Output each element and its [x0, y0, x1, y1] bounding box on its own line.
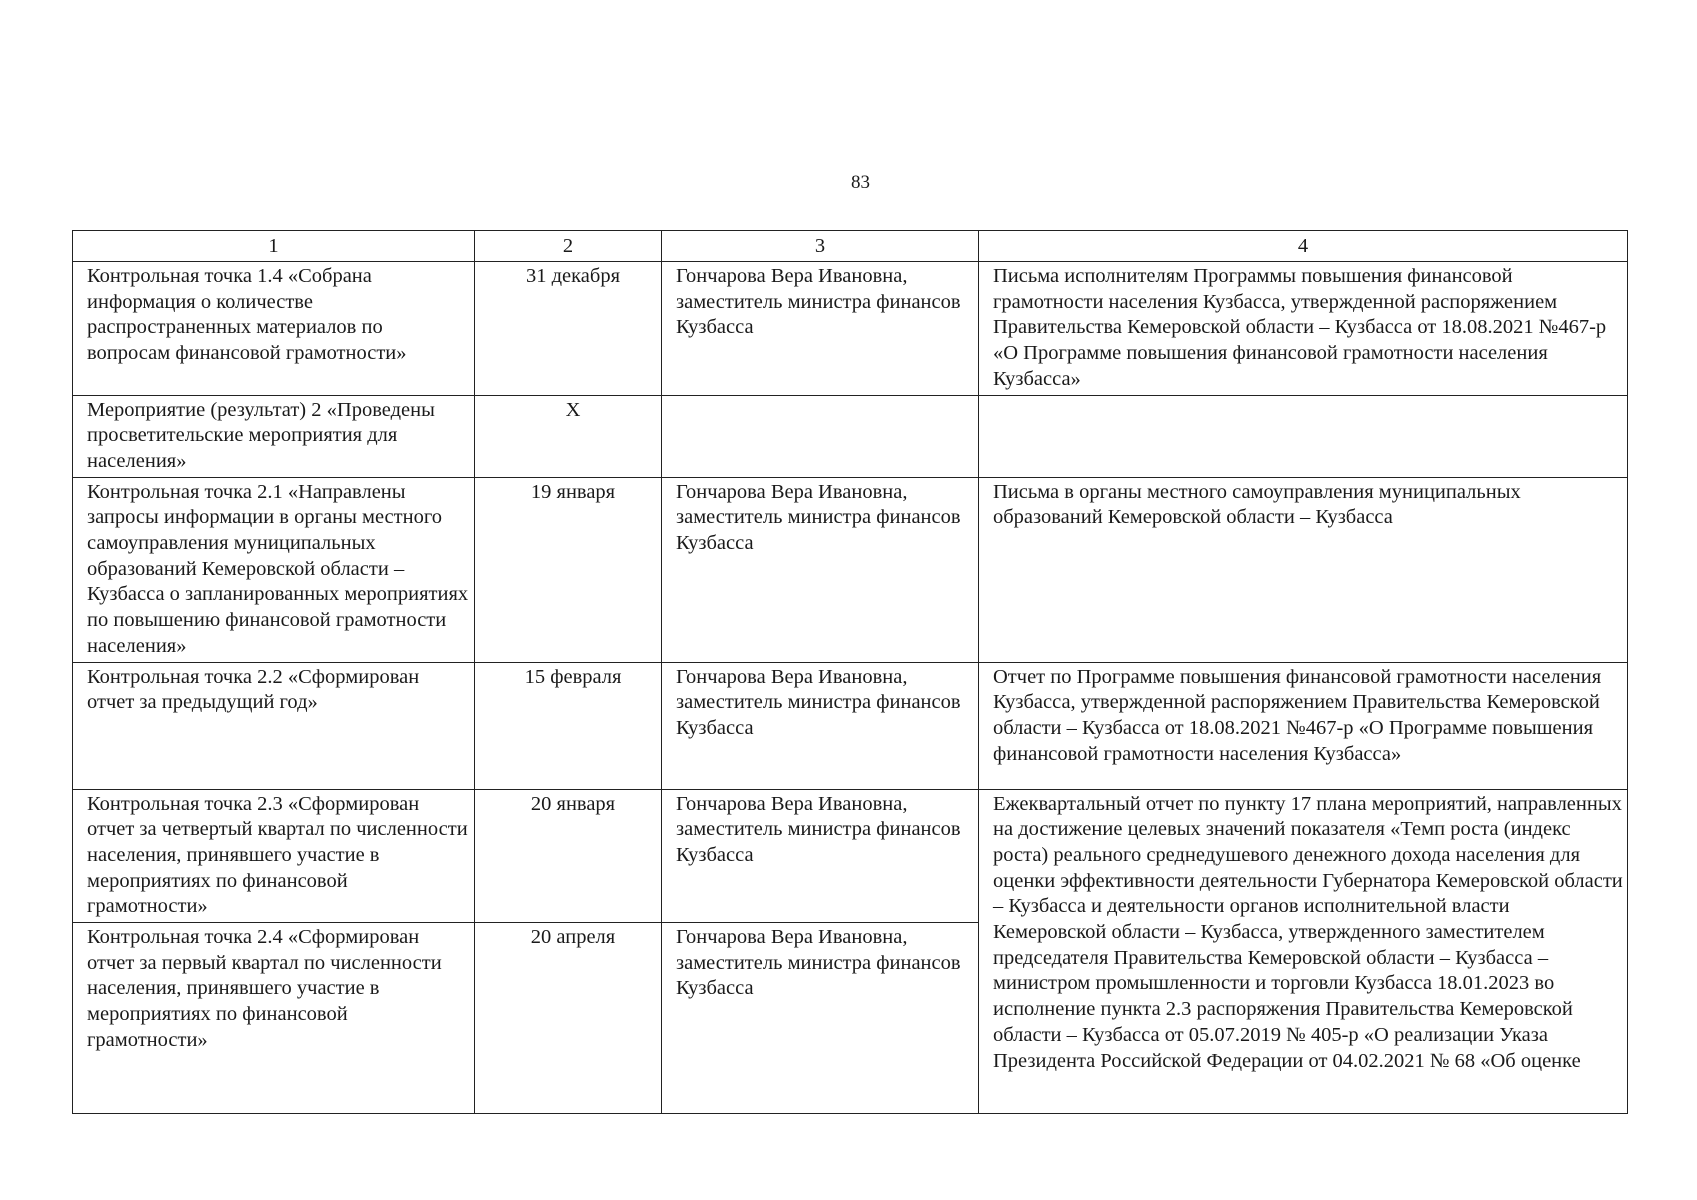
responsible-cell: Гончарова Вера Ивановна, заместитель министра финансов Кузбасса [662, 789, 979, 923]
due-date-cell: 20 апреля [475, 923, 662, 1114]
responsible-cell: Гончарова Вера Ивановна, заместитель министра финансов Кузбасса [662, 662, 979, 789]
document-cell: Письма исполнителям Программы повышения финансовой грамотности населения Кузбасса, утвержденной распоряжением Правительства Кемеровской области – Кузбасса от 18.08.2021 №467-р «О Программе повышения финансовой грамотности населения Кузбасса» [979, 262, 1628, 396]
document-cell: Отчет по Программе повышения финансовой грамотности населения Кузбасса, утвержденной распоряжением Правительства Кемеровской области – Кузбасса от 18.08.2021 №467-р «О Программе повышения финансовой грамотности населения Кузбасса» [979, 662, 1628, 789]
table-row [73, 262, 1628, 396]
events-table [72, 230, 1628, 1114]
column-header: 1 [73, 231, 475, 262]
event-name-cell: Контрольная точка 2.1 «Направлены запросы информации в органы местного самоуправления муниципальных образований Кемеровской области – Кузбасса о запланированных мероприятиях по повышению финансовой грамотности населения» [73, 477, 475, 662]
table-row [73, 395, 1628, 477]
table-header-row [73, 231, 1628, 262]
column-header: 2 [475, 231, 662, 262]
table-row [73, 477, 1628, 662]
due-date-cell: 20 января [475, 789, 662, 923]
document-cell: Письма в органы местного самоуправления муниципальных образований Кемеровской области – Кузбасса [979, 477, 1628, 662]
due-date-cell: 15 февраля [475, 662, 662, 789]
column-header: 3 [662, 231, 979, 262]
responsible-cell [662, 395, 979, 477]
event-name-cell: Контрольная точка 2.3 «Сформирован отчет за четвертый квартал по численности населения, принявшего участие в мероприятиях по финансовой грамотности» [73, 789, 475, 923]
due-date-cell: 31 декабря [475, 262, 662, 396]
document-cell: Ежеквартальный отчет по пункту 17 плана мероприятий, направленных на достижение целевых значений показателя «Темп роста (индекс роста) реального среднедушевого денежного дохода населения для оценки эффективности деятельности Губернатора Кемеровской области – Кузбасса и деятельности органов исполнительной власти Кемеровской области – Кузбасса, утвержденного заместителем председателя Правительства Кемеровской области – Кузбасса – министром промышленности и торговли Кузбасса 18.01.2023 во исполнение пункта 2.3 распоряжения Правительства Кемеровской области – Кузбасса от 05.07.2019 № 405-р «О реализации Указа Президента Российской Федерации от 04.02.2021 № 68 «Об оценке [979, 789, 1628, 1114]
event-name-cell: Контрольная точка 2.2 «Сформирован отчет за предыдущий год» [73, 662, 475, 789]
responsible-cell: Гончарова Вера Ивановна, заместитель министра финансов Кузбасса [662, 477, 979, 662]
event-name-cell: Мероприятие (результат) 2 «Проведены просветительские мероприятия для населения» [73, 395, 475, 477]
document-cell [979, 395, 1628, 477]
event-name-cell: Контрольная точка 1.4 «Собрана информация о количестве распространенных материалов по вопросам финансовой грамотности» [73, 262, 475, 396]
page-number: 83 [851, 172, 870, 193]
responsible-cell: Гончарова Вера Ивановна, заместитель министра финансов Кузбасса [662, 262, 979, 396]
table-row [73, 789, 1628, 923]
due-date-cell: Х [475, 395, 662, 477]
due-date-cell: 19 января [475, 477, 662, 662]
event-name-cell: Контрольная точка 2.4 «Сформирован отчет за первый квартал по численности населения, принявшего участие в мероприятиях по финансовой грамотности» [73, 923, 475, 1114]
responsible-cell: Гончарова Вера Ивановна, заместитель министра финансов Кузбасса [662, 923, 979, 1114]
table-row [73, 662, 1628, 789]
column-header: 4 [979, 231, 1628, 262]
